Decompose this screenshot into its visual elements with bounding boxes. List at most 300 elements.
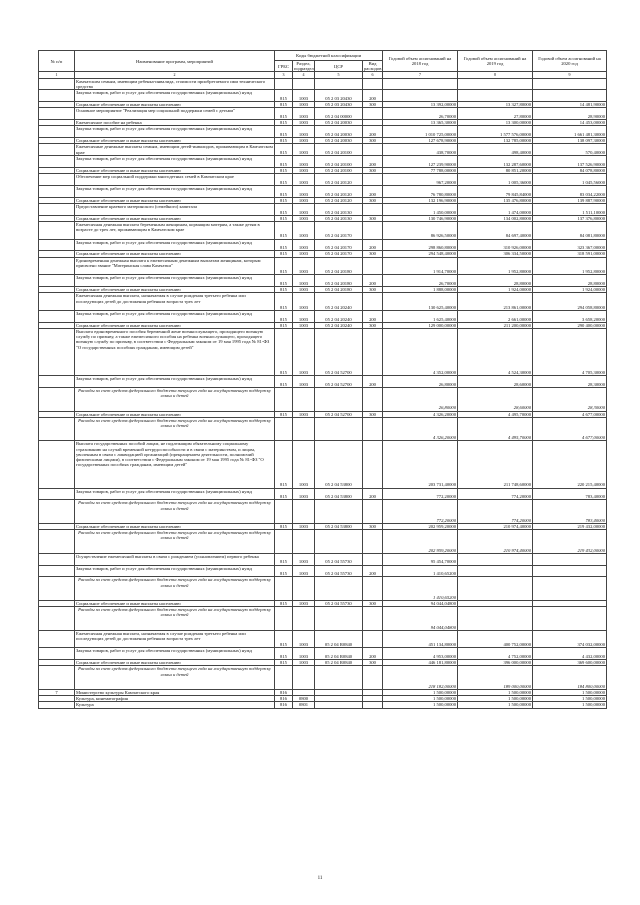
row-csr: 05 2 04 20240 — [315, 293, 363, 311]
row-value-2020 — [533, 607, 607, 631]
row-vr — [363, 78, 383, 90]
row-name: Расходы за счет средств федерального бюджета текущего года на государственную поддержку семьи и детей — [75, 388, 275, 412]
row-value-2018: 132 196,90000 — [383, 197, 458, 203]
row-value-2020: 1 045,56000 — [533, 174, 607, 186]
row-grbs: 815 — [275, 322, 293, 328]
row-value-2018: 1 914,70000 — [383, 257, 458, 275]
row-razd — [293, 78, 315, 90]
row-number — [39, 630, 75, 648]
column-number-cell: 7 — [383, 72, 458, 78]
row-value-2019: 80 851,20000 — [458, 168, 533, 174]
row-number — [39, 257, 75, 275]
row-value-2018: 446 181,80000 — [383, 660, 458, 666]
row-value-2019: 84 697,40000 — [458, 222, 533, 240]
row-value-2020: 374 032,00000 — [533, 630, 607, 648]
row-razd: 1003 — [293, 174, 315, 186]
row-csr: 05 2 04 55730 — [315, 553, 363, 565]
row-csr — [315, 702, 363, 708]
row-vr: 300 — [363, 197, 383, 203]
row-value-2018: 129 000,00000 — [383, 322, 458, 328]
header-2019: Годовой объем ассигнований на 2019 год — [458, 51, 533, 72]
row-value-2018: 438,70000 — [383, 144, 458, 156]
row-name: Расходы за счет средств федерального бюджета текущего года на государственную поддержку семьи и детей — [75, 500, 275, 524]
row-value-2020: 219 432,00000 — [533, 530, 607, 554]
row-number — [39, 500, 75, 524]
row-vr — [363, 257, 383, 275]
column-number-cell: 2 — [75, 72, 275, 78]
row-csr — [315, 666, 363, 690]
row-value-2020: 369 600,00000 — [533, 660, 607, 666]
row-name: Социальное обеспечение и иные выплаты населению — [75, 197, 275, 203]
row-name: Социальное обеспечение и иные выплаты населению — [75, 524, 275, 530]
row-vr: 300 — [363, 168, 383, 174]
row-razd: 1003 — [293, 648, 315, 660]
row-value-2020: 220 215,40000 — [533, 441, 607, 488]
row-csr: 05 2 04 20100 — [315, 144, 363, 156]
row-razd: 1003 — [293, 524, 315, 530]
row-grbs: 815 — [275, 102, 293, 108]
row-number — [39, 90, 75, 102]
row-vr: 300 — [363, 411, 383, 417]
row-name: Социальное обеспечение и иные выплаты населению — [75, 287, 275, 293]
row-grbs: 816 — [275, 702, 293, 708]
table-row — [39, 376, 607, 388]
row-value-2020: 318 591,00000 — [533, 251, 607, 257]
row-value-2020: 28,30000 — [533, 376, 607, 388]
row-razd: 1003 — [293, 411, 315, 417]
row-value-2018: 298 860,80000 — [383, 239, 458, 251]
row-csr: 05 2 04 20030 — [315, 138, 363, 144]
row-csr — [315, 417, 363, 441]
page-number: 11 — [317, 876, 323, 881]
table-row — [39, 126, 607, 138]
row-value-2018: 26,80000 — [383, 376, 458, 388]
row-number — [39, 78, 75, 90]
table-row — [39, 257, 607, 275]
row-razd: 1003 — [293, 204, 315, 216]
row-value-2018 — [383, 78, 458, 90]
row-name: Социальное обеспечение и иные выплаты населению — [75, 251, 275, 257]
row-vr: 200 — [363, 488, 383, 500]
row-csr: 05 2 04 20030 — [315, 126, 363, 138]
row-razd: 1003 — [293, 102, 315, 108]
row-number — [39, 553, 75, 565]
row-value-2020: 4 432,00000 — [533, 648, 607, 660]
row-number — [39, 648, 75, 660]
row-name: Ежемесячное пособие на ребенка — [75, 120, 275, 126]
row-razd: 1003 — [293, 215, 315, 221]
row-value-2018: 218 182,00000 — [383, 666, 458, 690]
row-csr: 05 2 04 52700 — [315, 376, 363, 388]
row-value-2020: 1 500,00000 — [533, 696, 607, 702]
row-number — [39, 174, 75, 186]
row-value-2018: 4 953,00000 — [383, 648, 458, 660]
row-value-2019: 213 861,00000 — [458, 293, 533, 311]
row-csr — [315, 607, 363, 631]
row-value-2020: 83 034,22000 — [533, 186, 607, 198]
row-csr: 05 2 04 R0840 — [315, 630, 363, 648]
row-value-2020 — [533, 565, 607, 577]
row-value-2019: 1 924,00000 — [458, 287, 533, 293]
row-number — [39, 144, 75, 156]
row-vr: 300 — [363, 102, 383, 108]
column-number-cell: 5 — [315, 72, 363, 78]
table-row — [39, 78, 607, 90]
row-csr: 05 2 04 20170 — [315, 222, 363, 240]
row-vr — [363, 630, 383, 648]
row-number: 7 — [39, 690, 75, 696]
row-value-2018: 86 926,50000 — [383, 222, 458, 240]
row-razd — [293, 666, 315, 690]
row-grbs: 815 — [275, 174, 293, 186]
row-grbs: 815 — [275, 126, 293, 138]
row-csr: 05 2 04 20130 — [315, 204, 363, 216]
row-name: Закупка товаров, работ и услуг для обеспечения государственных (муниципальных) нужд — [75, 186, 275, 198]
row-value-2019: 1 500,00000 — [458, 702, 533, 708]
row-value-2019: 189 000,00000 — [458, 666, 533, 690]
row-value-2018: 451 134,80000 — [383, 630, 458, 648]
row-grbs — [275, 530, 293, 554]
row-vr: 300 — [363, 138, 383, 144]
column-number-cell: 9 — [533, 72, 607, 78]
row-vr: 300 — [363, 287, 383, 293]
row-csr — [315, 388, 363, 412]
row-number — [39, 311, 75, 323]
row-csr — [315, 530, 363, 554]
row-grbs: 816 — [275, 696, 293, 702]
row-grbs: 815 — [275, 293, 293, 311]
row-vr — [363, 500, 383, 524]
row-vr — [363, 108, 383, 120]
row-grbs: 815 — [275, 197, 293, 203]
row-razd: 1003 — [293, 144, 315, 156]
row-vr — [363, 329, 383, 376]
row-vr: 200 — [363, 186, 383, 198]
row-razd: 1003 — [293, 275, 315, 287]
row-razd: 0800 — [293, 696, 315, 702]
row-csr: 05 2 04 20130 — [315, 215, 363, 221]
row-grbs: 815 — [275, 257, 293, 275]
column-number-cell: 4 — [293, 72, 315, 78]
row-value-2018: 1 500,00000 — [383, 690, 458, 696]
row-grbs: 815 — [275, 204, 293, 216]
table-row — [39, 553, 607, 565]
row-razd: 1003 — [293, 322, 315, 328]
row-razd: 1003 — [293, 441, 315, 488]
row-value-2018: 1 625,40000 — [383, 311, 458, 323]
table-row — [39, 144, 607, 156]
row-value-2018: 1 500,00000 — [383, 696, 458, 702]
header-2018: Годовой объем ассигнований на 2018 год — [383, 51, 458, 72]
row-value-2019 — [458, 90, 533, 102]
row-value-2019: 1 500,00000 — [458, 696, 533, 702]
row-grbs: 815 — [275, 441, 293, 488]
row-vr: 200 — [363, 565, 383, 577]
row-grbs: 815 — [275, 120, 293, 126]
row-value-2019: 1 952,80000 — [458, 257, 533, 275]
row-grbs: 815 — [275, 411, 293, 417]
row-value-2020: 137 526,90000 — [533, 156, 607, 168]
table-row — [39, 174, 607, 186]
column-number-cell: 1 — [39, 72, 75, 78]
row-value-2019: 79 845,84000 — [458, 186, 533, 198]
row-value-2019: 4 495,70000 — [458, 411, 533, 417]
row-number — [39, 702, 75, 708]
row-csr: 05 2 04 20180 — [315, 287, 363, 293]
row-name: Выплата государственных пособий лицам, не подлежащим обязательному социальному страхованию на случай временной нетрудоспособности и в связи с материнством, и лицам, уволенным в связи с ликвидацией организаций (прекращением деятельности, полномочий физическими лицами), в соответствии с Федеральным законом от 19 мая 1995 года № 81-ФЗ "О государственных пособиях гражданам, имеющим детей" — [75, 441, 275, 488]
header-razd: Раздел, подраздел — [294, 61, 314, 72]
row-vr — [363, 174, 383, 186]
row-value-2019: 134 002,80000 — [458, 215, 533, 221]
row-value-2019: 310 926,00000 — [458, 239, 533, 251]
row-value-2019: 132 287,60000 — [458, 156, 533, 168]
row-value-2019: 210 974,40000 — [458, 530, 533, 554]
row-razd: 0801 — [293, 702, 315, 708]
row-value-2018: 202 959,20000 — [383, 530, 458, 554]
row-value-2019: 211 748,60000 — [458, 441, 533, 488]
row-grbs: 815 — [275, 251, 293, 257]
row-value-2018: 294 548,40000 — [383, 251, 458, 257]
table-row — [39, 108, 607, 120]
row-csr: 05 2 04 52700 — [315, 411, 363, 417]
row-vr: 200 — [363, 239, 383, 251]
row-csr: 05 2 04 R0840 — [315, 660, 363, 666]
row-number — [39, 388, 75, 412]
row-razd: 1003 — [293, 293, 315, 311]
row-name: Закупка товаров, работ и услуг для обеспечения государственных (муниципальных) нужд — [75, 311, 275, 323]
row-value-2020 — [533, 553, 607, 565]
row-value-2020: 138 097,30000 — [533, 138, 607, 144]
header-number: № п/п — [39, 51, 75, 72]
row-value-2020 — [533, 90, 607, 102]
row-name: Расходы за счет средств федерального бюджета текущего года на государственную поддержку семьи и детей — [75, 417, 275, 441]
row-vr: 200 — [363, 156, 383, 168]
row-grbs: 815 — [275, 311, 293, 323]
row-grbs: 815 — [275, 630, 293, 648]
row-csr: 05 2 04 52700 — [315, 329, 363, 376]
row-razd: 1003 — [293, 126, 315, 138]
row-vr: 300 — [363, 322, 383, 328]
row-vr — [363, 666, 383, 690]
row-value-2020: 3 658,20000 — [533, 311, 607, 323]
row-name: Выплата единовременного пособия беременной жене военнослужащего, проходящего военную службу по призыву, а также ежемесячного пособия на ребенка военнослужащего, проходящего военную службу по призыву, в соответствии с Федеральным законом от 19 мая 1995 года № 81-ФЗ "О государственных пособиях гражданам, имеющим детей" — [75, 329, 275, 376]
row-csr: 05 2 04 55730 — [315, 601, 363, 607]
row-name: Культура — [75, 702, 275, 708]
row-razd: 1003 — [293, 565, 315, 577]
row-razd: 1003 — [293, 138, 315, 144]
row-name: Закупка товаров, работ и услуг для обеспечения государственных (муниципальных) нужд — [75, 239, 275, 251]
row-value-2018: 95 454,70000 — [383, 553, 458, 565]
budget-table — [38, 50, 607, 709]
row-value-2018: 130 625,40000 — [383, 293, 458, 311]
table-row — [39, 329, 607, 376]
row-razd: 1003 — [293, 257, 315, 275]
row-value-2020: 570,40000 — [533, 144, 607, 156]
row-razd: 1003 — [293, 108, 315, 120]
row-razd: 1003 — [293, 90, 315, 102]
row-value-2019: 774,20000 — [458, 488, 533, 500]
row-grbs: 816 — [275, 690, 293, 696]
row-value-2018: 94 044,04800 — [383, 607, 458, 631]
row-value-2020 — [533, 78, 607, 90]
row-grbs: 815 — [275, 108, 293, 120]
row-value-2018: 26,80000 — [383, 388, 458, 412]
row-number — [39, 156, 75, 168]
budget-document-page — [38, 50, 606, 709]
row-number — [39, 222, 75, 240]
row-vr: 300 — [363, 601, 383, 607]
row-name: Социальное обеспечение и иные выплаты населению — [75, 411, 275, 417]
row-name: Ежемесячная денежная выплата, назначаемая в случае рождения третьего ребенка или последующих детей до достижения ребенком возраста трех лет — [75, 630, 275, 648]
row-value-2020: 14 481,90000 — [533, 102, 607, 108]
row-razd: 1003 — [293, 120, 315, 126]
row-value-2018: 967,20000 — [383, 174, 458, 186]
row-number — [39, 108, 75, 120]
row-vr — [363, 553, 383, 565]
row-vr — [363, 441, 383, 488]
row-csr: 05 2 03 20430 — [315, 90, 363, 102]
row-csr: 05 2 04 20240 — [315, 311, 363, 323]
row-value-2020: 1 952,80000 — [533, 257, 607, 275]
row-number — [39, 329, 75, 376]
row-value-2018: 76 780,80000 — [383, 186, 458, 198]
row-razd: 1003 — [293, 601, 315, 607]
row-name: Закупка товаров, работ и услуг для обеспечения государственных (муниципальных) нужд — [75, 488, 275, 500]
row-vr — [363, 702, 383, 708]
row-number — [39, 441, 75, 488]
table-row — [39, 388, 607, 412]
row-vr — [363, 144, 383, 156]
row-csr: 05 2 04 20120 — [315, 174, 363, 186]
row-grbs: 815 — [275, 601, 293, 607]
row-number — [39, 607, 75, 631]
row-vr — [363, 417, 383, 441]
row-vr — [363, 577, 383, 601]
row-value-2018: 26,70000 — [383, 108, 458, 120]
row-csr: 05 2 04 20180 — [315, 257, 363, 275]
row-csr: 05 2 04 20170 — [315, 251, 363, 257]
table-row — [39, 156, 607, 168]
row-name: Камчатским семьям, имеющим ребенка-инвалида, стоимости приобретаемого ими технического средства — [75, 78, 275, 90]
table-row — [39, 607, 607, 631]
row-value-2020: 14 453,00000 — [533, 120, 607, 126]
row-value-2019: 774,20000 — [458, 500, 533, 524]
row-value-2018: 1 010 725,00000 — [383, 126, 458, 138]
row-razd: 1003 — [293, 630, 315, 648]
row-name: Расходы за счет средств федерального бюджета текущего года на государственную поддержку семьи и детей — [75, 607, 275, 631]
row-value-2019: 28,80000 — [458, 275, 533, 287]
row-name: Обеспечение мер социальной поддержки многодетных семей в Камчатском крае — [75, 174, 275, 186]
row-value-2020: 137 376,80000 — [533, 215, 607, 221]
row-value-2019: 28,60000 — [458, 376, 533, 388]
row-razd: 1003 — [293, 553, 315, 565]
row-value-2018: 130 746,90000 — [383, 215, 458, 221]
row-value-2019 — [458, 553, 533, 565]
column-number-cell: 6 — [363, 72, 383, 78]
row-grbs: 815 — [275, 90, 293, 102]
row-razd — [293, 577, 315, 601]
row-value-2018: 202 959,20000 — [383, 524, 458, 530]
row-grbs — [275, 607, 293, 631]
column-number-cell: 3 — [275, 72, 293, 78]
row-value-2018: 4 352,00000 — [383, 329, 458, 376]
row-value-2020: 1 500,00000 — [533, 702, 607, 708]
row-name: Расходы за счет средств федерального бюджета текущего года на государственную поддержку семьи и детей — [75, 530, 275, 554]
row-grbs: 815 — [275, 222, 293, 240]
column-number-cell: 8 — [458, 72, 533, 78]
row-grbs: 815 — [275, 488, 293, 500]
row-razd: 1003 — [293, 251, 315, 257]
row-value-2020: 84 081,80000 — [533, 222, 607, 240]
row-csr — [315, 78, 363, 90]
row-name: Предоставление краевого материнского (семейного) капитала — [75, 204, 275, 216]
row-razd: 1003 — [293, 376, 315, 388]
row-grbs: 815 — [275, 215, 293, 221]
row-value-2018: 203 731,40000 — [383, 441, 458, 488]
table-row — [39, 293, 607, 311]
header-vr: Вид расходов — [364, 61, 382, 72]
row-value-2019: 13 327,80000 — [458, 102, 533, 108]
row-number — [39, 126, 75, 138]
row-number — [39, 293, 75, 311]
row-value-2019: 2 661,00000 — [458, 311, 533, 323]
row-name: Социальное обеспечение и иные выплаты населению — [75, 102, 275, 108]
row-value-2018: 13 365,30000 — [383, 120, 458, 126]
row-grbs: 815 — [275, 138, 293, 144]
row-value-2020: 219 432,00000 — [533, 524, 607, 530]
row-razd: 1003 — [293, 239, 315, 251]
row-csr: 05 2 04 20240 — [315, 322, 363, 328]
row-grbs: 815 — [275, 287, 293, 293]
row-name: Социальное обеспечение и иные выплаты населению — [75, 215, 275, 221]
row-vr — [363, 204, 383, 216]
row-value-2018: 1 450,00000 — [383, 204, 458, 216]
row-csr — [315, 577, 363, 601]
row-csr: 05 2 04 53800 — [315, 441, 363, 488]
row-grbs: 815 — [275, 275, 293, 287]
row-csr: 05 2 04 20170 — [315, 239, 363, 251]
row-grbs — [275, 78, 293, 90]
row-name: Социальное обеспечение и иные выплаты населению — [75, 138, 275, 144]
row-value-2018 — [383, 90, 458, 102]
row-number — [39, 577, 75, 601]
row-csr: 05 2 04 20030 — [315, 120, 363, 126]
row-value-2020: 28,80000 — [533, 275, 607, 287]
row-name: Закупка товаров, работ и услуг для обеспечения государственных (муниципальных) нужд — [75, 156, 275, 168]
row-value-2019: 211 200,00000 — [458, 322, 533, 328]
table-row — [39, 530, 607, 554]
row-value-2019 — [458, 577, 533, 601]
row-value-2020: 139 887,90000 — [533, 197, 607, 203]
row-csr: 05 2 04 55730 — [315, 565, 363, 577]
row-razd: 1003 — [293, 488, 315, 500]
row-value-2020: 1 511,10000 — [533, 204, 607, 216]
row-razd: 1003 — [293, 287, 315, 293]
row-value-2018: 1 410,65200 — [383, 577, 458, 601]
row-vr: 200 — [363, 376, 383, 388]
row-grbs — [275, 388, 293, 412]
row-vr — [363, 607, 383, 631]
table-row — [39, 565, 607, 577]
row-name: Министерство культуры Камчатского края — [75, 690, 275, 696]
row-name: Ежемесячные денежные выплаты семьям, имеющим детей-инвалидов, проживающим в Камчатском крае — [76, 144, 273, 155]
row-value-2019: 28,60000 — [458, 388, 533, 412]
row-name: Расходы за счет средств федерального бюджета текущего года на государственную поддержку семьи и детей — [75, 666, 275, 690]
table-row — [39, 275, 607, 287]
table-row — [39, 90, 607, 102]
table-row — [39, 648, 607, 660]
table-row — [39, 311, 607, 323]
